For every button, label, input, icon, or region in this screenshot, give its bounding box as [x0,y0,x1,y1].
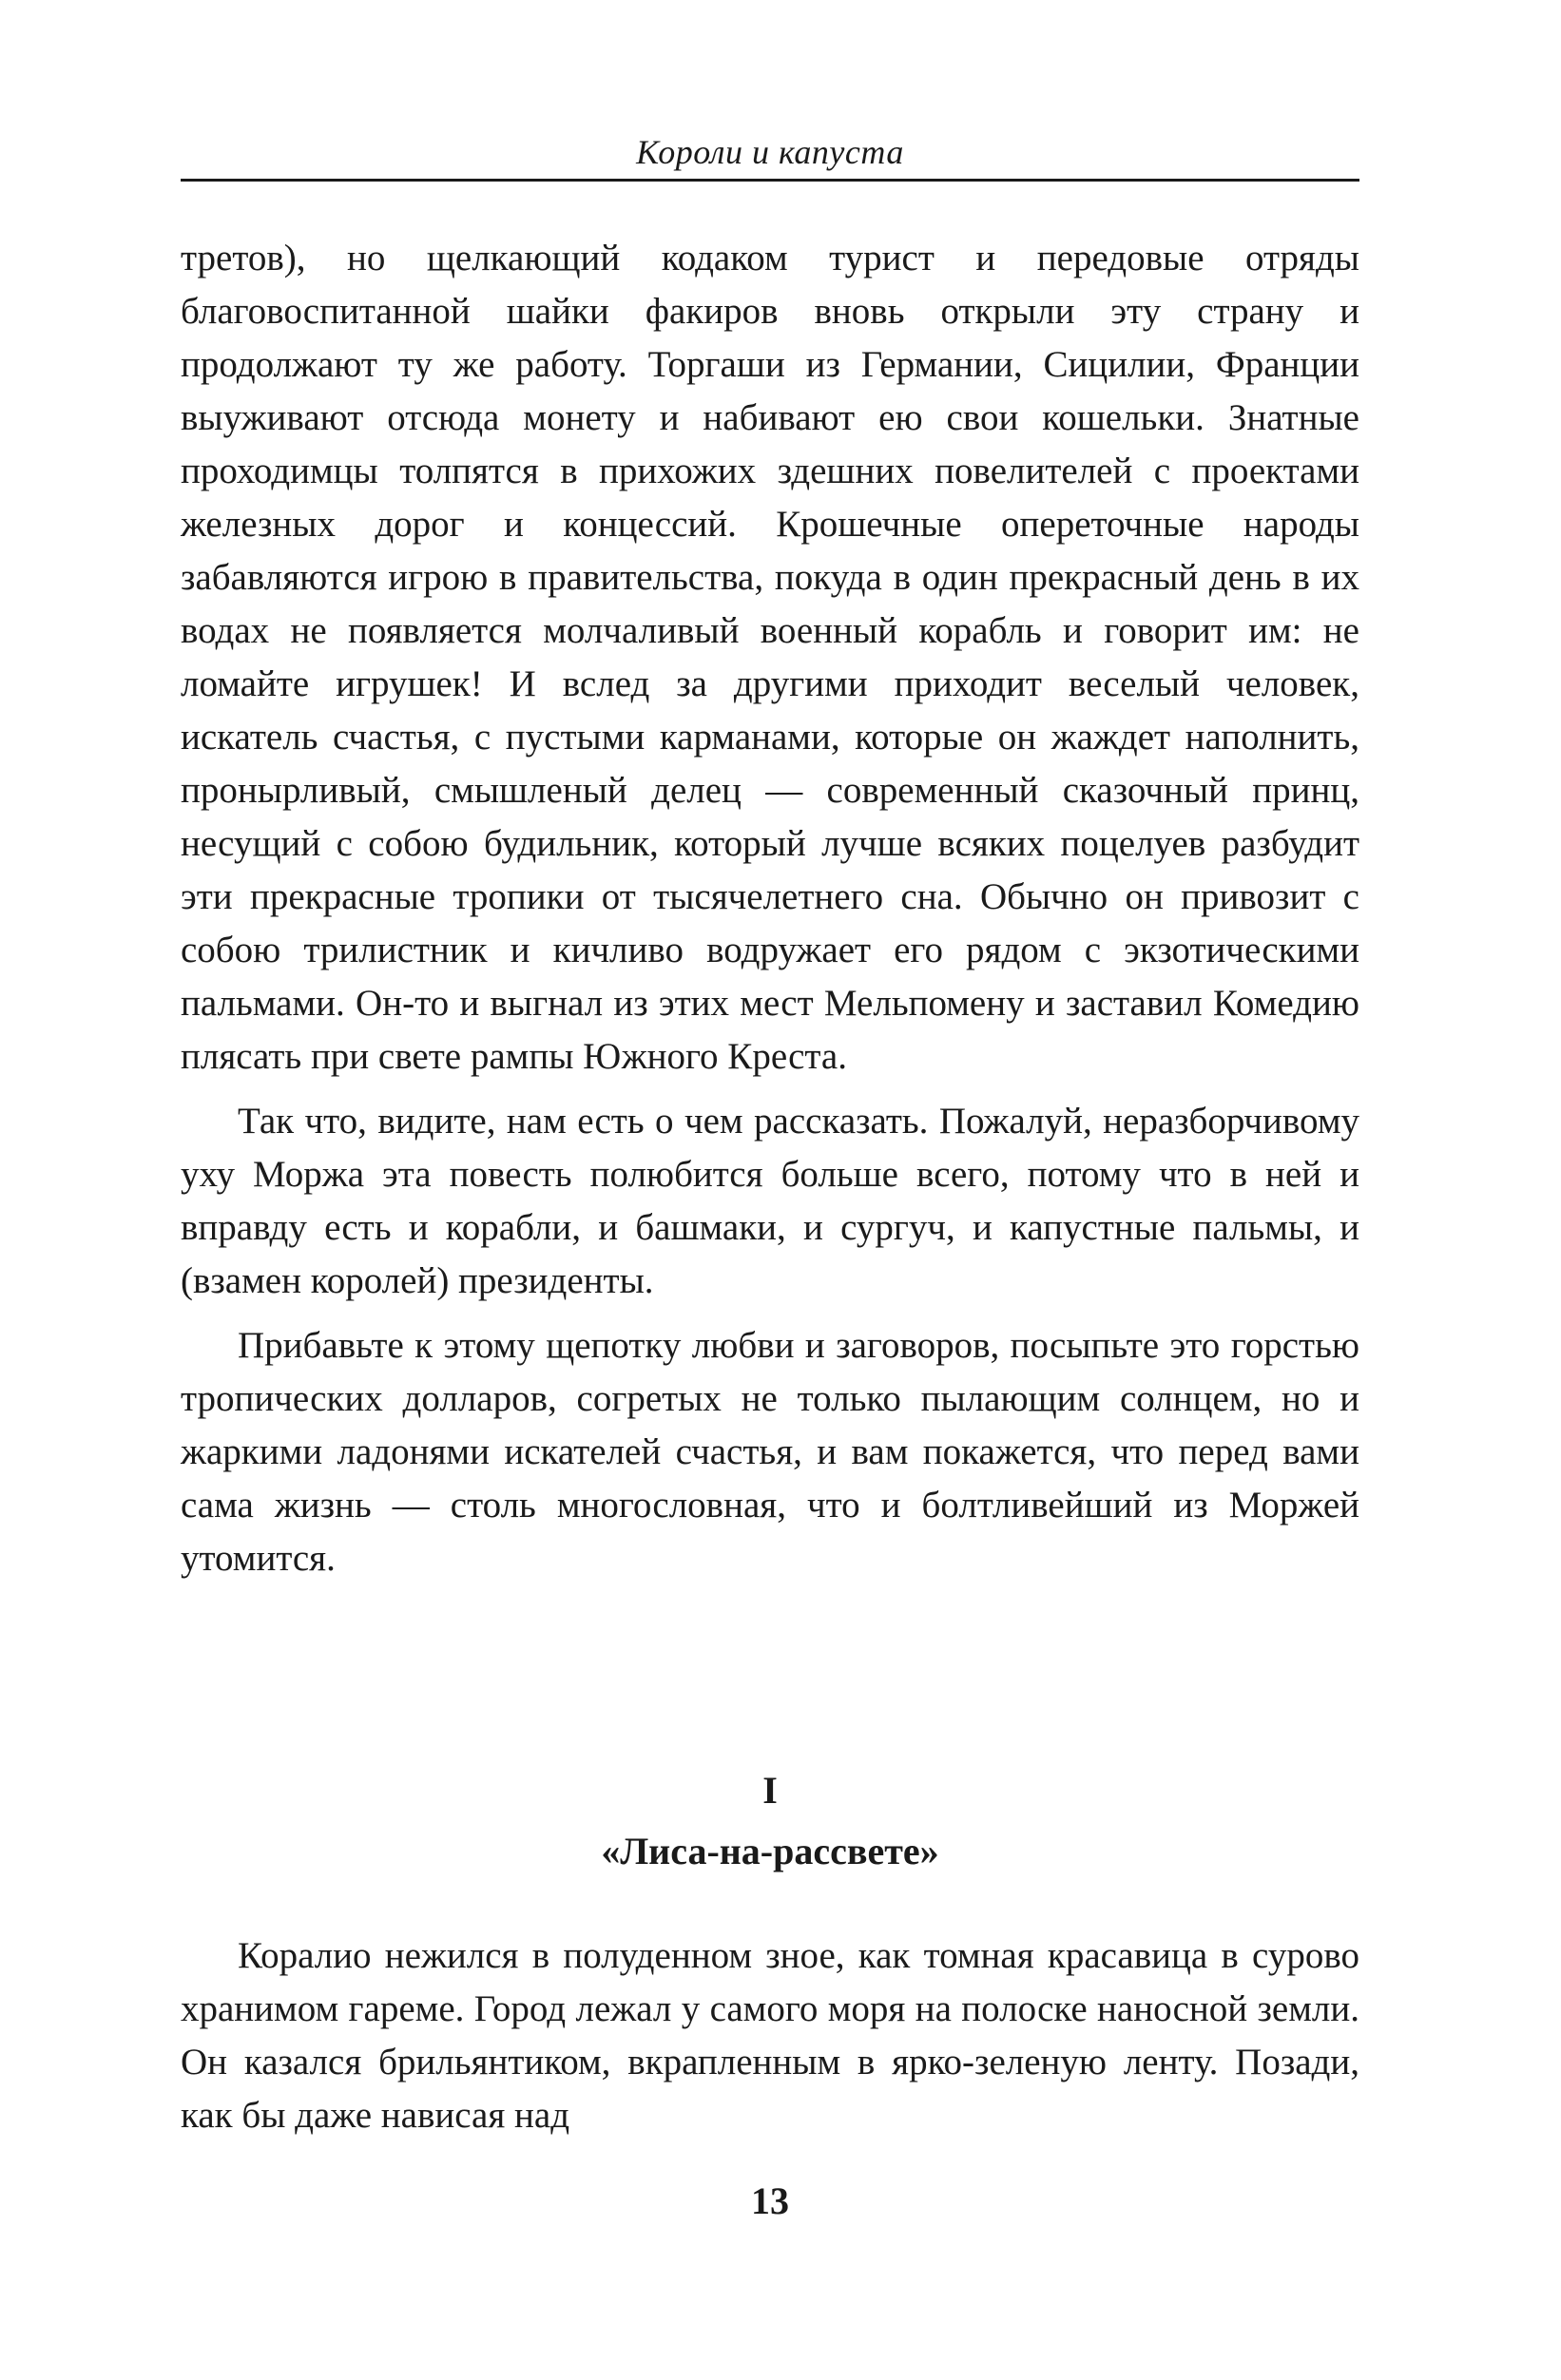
paragraph: третов), но щелкающий кодаком турист и передовые отряды благовоспитанной шайки факиров вновь открыли эту страну и продолжают ту же работу. Торгаши из Германии, Сицилии, Франции выуживают отсюда монету и набивают ею свои кошельки. Знатные проходимцы толпятся в прихожих здешних повелителей с проектами железных дорог и концессий. Крошечные опереточные народы забавляются игрою в правительства, покуда в один прекрасный день в их водах не появляется молчаливый военный корабль и говорит им: не ломайте игрушек! И вслед за другими приходит веселый человек, искатель счастья, с пустыми карманами, которые он жаждет наполнить, пронырливый, смышленый делец — современный сказочный принц, несущий с собою будильник, который лучше всяких поцелуев разбудит эти прекрасные тропики от тысячелетнего сна. Обычно он привозит с собою трилистник и кичливо водружает его рядом с экзотическими пальмами. Он-то и выгнал из этих мест Мельпомену и заставил Комедию плясать при свете рампы Южного Креста. [181,238,1359,1077]
body-text [181,232,1359,1585]
book-page [181,0,1359,2380]
paragraph: Так что, видите, нам есть о чем рассказать. Пожалуй, неразборчивому уху Моржа эта повесть полюбится больше всего, потому что в ней и вправду есть и корабли, и башмаки, и сургуч, и капустные пальмы, и (взамен королей) президенты. [181,1101,1359,1301]
running-header: Короли и капуста [636,133,904,171]
chapter-number: I [762,1769,778,1812]
chapter-text [181,1929,1359,2142]
chapter-title: «Лиса-на-рассвете» [601,1830,939,1872]
page-number: 13 [751,2179,789,2222]
header-rule [181,179,1359,182]
paragraph: Коралио нежился в полуденном зное, как томная красавица в сурово хранимом гареме. Город лежал у самого моря на полоске наносной земли. Он казался брильянтиком, вкрапленным в ярко-зеленую ленту. Позади, как бы даже нависая над [181,1935,1359,2136]
paragraph: Прибавьте к этому щепотку любви и заговоров, посыпьте это горстью тропических долларов, согретых не только пылающим солнцем, но и жаркими ладонями искателей счастья, и вам покажется, что перед вами сама жизнь — столь многословная, что и болтливейший из Моржей утомится. [181,1325,1359,1579]
